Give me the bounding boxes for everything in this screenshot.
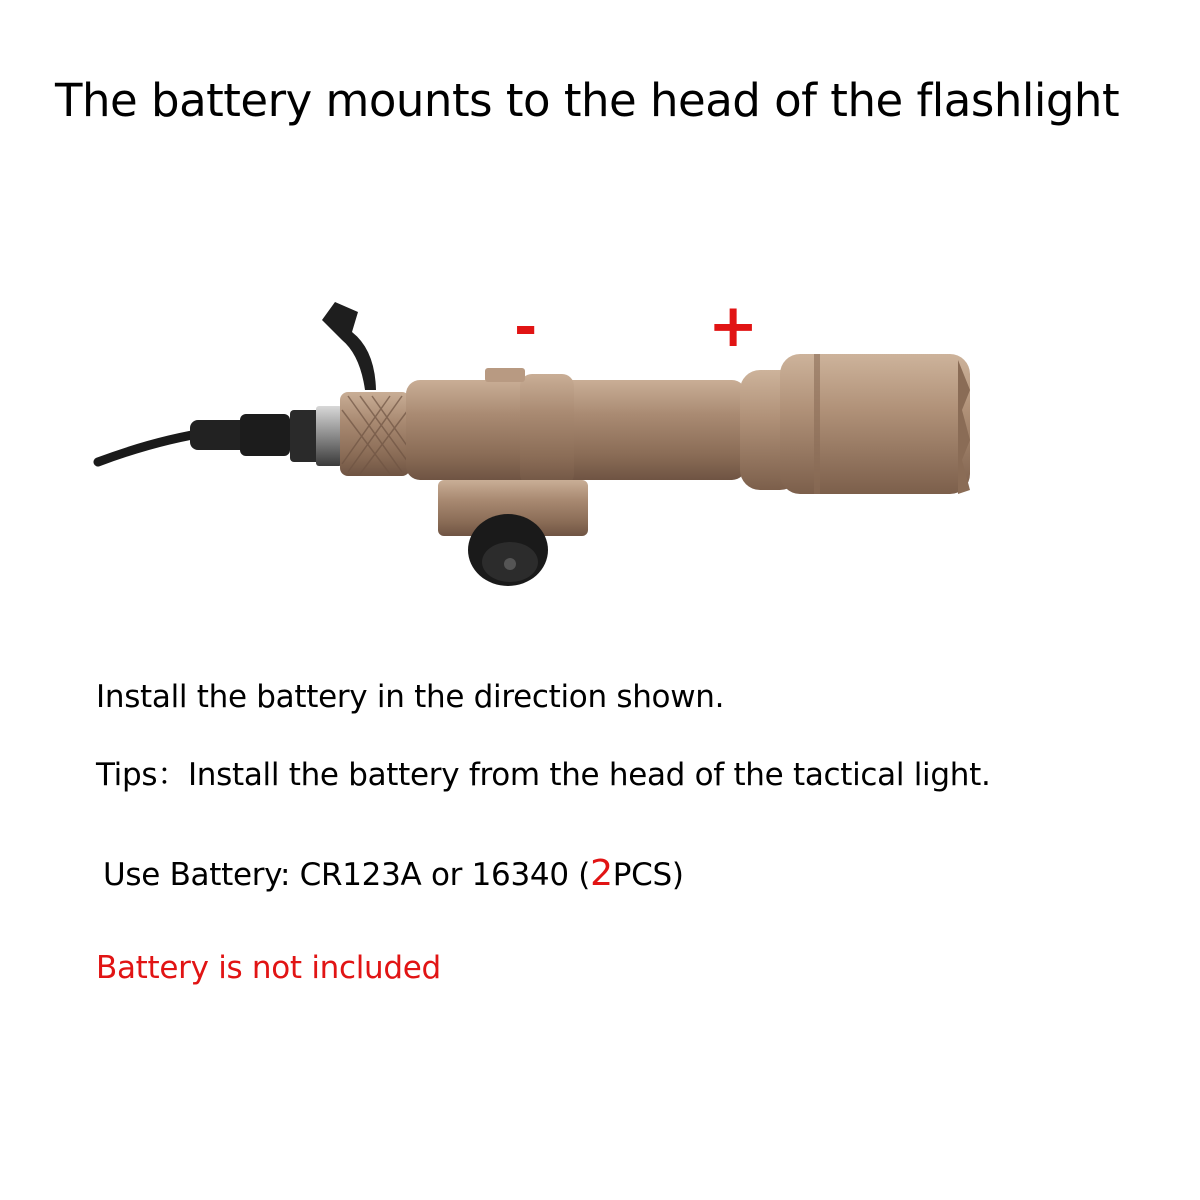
battery-type-suffix: PCS): [612, 857, 684, 893]
install-direction-text: Install the battery in the direction shown.: [96, 679, 725, 715]
flashlight-body: [406, 380, 746, 480]
mount-ring: [520, 374, 574, 486]
battery-type-line: [103, 853, 684, 894]
tips-label: Tips：: [96, 757, 188, 793]
flashlight-head: [780, 354, 970, 494]
battery-not-included-warning: Battery is not included: [96, 950, 441, 986]
flashlight-image: [90, 240, 990, 610]
metal-ring: [316, 406, 342, 466]
switch-cap: [322, 302, 376, 390]
tips-text: Install the battery from the head of the tactical light.: [187, 757, 991, 793]
flashlight-illustration: [90, 240, 990, 610]
positive-terminal-label: +: [708, 291, 759, 361]
headline: The battery mounts to the head of the flashlight: [55, 74, 1120, 127]
negative-terminal-label: -: [514, 295, 538, 360]
battery-type-prefix: Use Battery: CR123A or 16340 (: [103, 857, 591, 893]
tips-line: [96, 757, 991, 793]
battery-quantity: 2: [590, 853, 613, 894]
